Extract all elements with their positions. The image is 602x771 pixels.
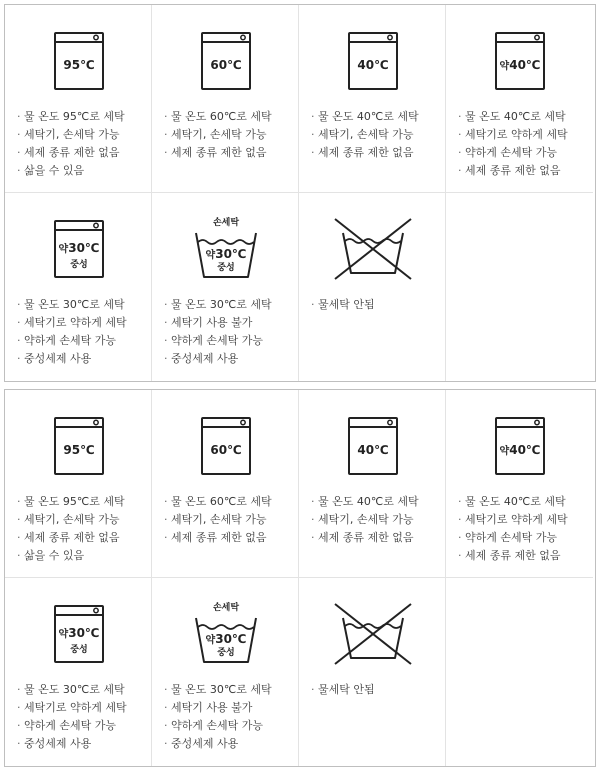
care-description-item: · 물 온도 30℃로 세탁 (17, 681, 147, 699)
gentle-prefix-label: 약 (205, 635, 216, 646)
no-wash-icon (335, 219, 411, 279)
temperature-label (500, 58, 541, 72)
care-symbol-cell (5, 5, 152, 193)
care-description-item: · 중성세제 사용 (164, 350, 294, 368)
temperature-label (59, 626, 100, 640)
care-symbol (5, 211, 152, 281)
care-description-list (311, 493, 441, 547)
care-description-item: · 물 온도 40℃로 세탁 (311, 493, 441, 511)
care-description-item: · 세탁기 사용 불가 (164, 699, 294, 717)
care-description-list (17, 108, 147, 180)
care-symbol-cell (5, 193, 152, 381)
care-description-list (17, 296, 147, 368)
care-description-item: · 세탁기, 손세탁 가능 (164, 126, 294, 144)
care-symbol-cell (299, 390, 446, 578)
care-description-item: · 약하게 손세탁 가능 (458, 529, 589, 547)
care-description-item: · 세탁기로 약하게 세탁 (17, 314, 147, 332)
care-symbol-cell (152, 5, 299, 193)
temperature-label (357, 443, 388, 457)
care-description-item: · 물 온도 95℃로 세탁 (17, 108, 147, 126)
neutral-detergent-label: 중성 (70, 260, 88, 270)
temperature-value: 95℃ (63, 443, 95, 457)
temperature-label (210, 443, 241, 457)
care-symbol-grid (5, 5, 595, 381)
care-symbol-cell (446, 5, 593, 193)
care-description-item: · 세탁기, 손세탁 가능 (17, 511, 147, 529)
gentle-prefix-label: 약 (499, 61, 510, 72)
care-description-item: · 세탁기로 약하게 세탁 (458, 511, 589, 529)
care-symbol-cell (152, 578, 299, 766)
care-description-item: · 중성세제 사용 (17, 735, 147, 753)
care-symbol (152, 408, 299, 478)
care-description-list (17, 493, 147, 565)
care-description-item: · 세탁기, 손세탁 가능 (311, 126, 441, 144)
care-symbol-cell (152, 390, 299, 578)
temperature-label (500, 443, 541, 457)
temperature-value: 30℃ (215, 247, 247, 261)
temperature-label (63, 443, 94, 457)
care-symbol (152, 23, 299, 93)
care-description-item: · 세탁기, 손세탁 가능 (17, 126, 147, 144)
gentle-prefix-label: 약 (205, 250, 216, 261)
care-description-item: · 세제 종류 제한 없음 (458, 547, 589, 565)
care-symbol (5, 408, 152, 478)
neutral-detergent-label: 중성 (217, 648, 235, 658)
care-symbol (152, 596, 299, 666)
neutral-detergent-label: 중성 (70, 645, 88, 655)
care-symbol (5, 596, 152, 666)
care-description-item: · 물 온도 40℃로 세탁 (458, 493, 589, 511)
care-symbol (299, 23, 446, 93)
care-description-list (311, 108, 441, 162)
temperature-value: 30℃ (68, 241, 100, 255)
care-description-item: · 세탁기로 약하게 세탁 (17, 699, 147, 717)
care-description-item: · 약하게 손세탁 가능 (17, 717, 147, 735)
temperature-label (210, 58, 241, 72)
temperature-value: 40℃ (357, 58, 389, 72)
care-symbol-cell (5, 578, 152, 766)
care-symbol (299, 596, 446, 666)
care-description-item: · 세제 종류 제한 없음 (17, 529, 147, 547)
care-description-list (458, 493, 589, 565)
care-description-item: · 세제 종류 제한 없음 (17, 144, 147, 162)
care-description-list (164, 296, 294, 368)
care-description-list (311, 681, 441, 699)
care-description-item: · 삶을 수 있음 (17, 162, 147, 180)
temperature-value: 95℃ (63, 58, 95, 72)
care-description-item: · 세탁기 사용 불가 (164, 314, 294, 332)
care-description-item: · 중성세제 사용 (164, 735, 294, 753)
care-description-item: · 약하게 손세탁 가능 (164, 332, 294, 350)
temperature-value: 40℃ (357, 443, 389, 457)
care-symbol-cell (299, 5, 446, 193)
gentle-prefix-label: 약 (58, 629, 69, 640)
care-description-item: · 약하게 손세탁 가능 (17, 332, 147, 350)
hand-wash-label: 손세탁 (212, 218, 240, 228)
care-description-item: · 중성세제 사용 (17, 350, 147, 368)
care-symbol (152, 211, 299, 281)
care-description-item: · 물 온도 40℃로 세탁 (458, 108, 589, 126)
care-description-list (164, 493, 294, 547)
care-symbol-cell (152, 193, 299, 381)
temperature-value: 60℃ (210, 443, 242, 457)
care-description-item: · 물 온도 60℃로 세탁 (164, 493, 294, 511)
temperature-label (63, 58, 94, 72)
care-description-item: · 물세탁 안됨 (311, 681, 441, 699)
temperature-label (206, 632, 247, 646)
temperature-value: 30℃ (215, 632, 247, 646)
empty-cell (446, 578, 593, 766)
hand-wash-label: 손세탁 (212, 603, 240, 613)
gentle-prefix-label: 약 (499, 446, 510, 457)
care-symbol (446, 408, 593, 478)
temperature-value: 30℃ (68, 626, 100, 640)
care-symbol-cell (299, 578, 446, 766)
care-description-item: · 세제 종류 제한 없음 (311, 144, 441, 162)
care-description-item: · 약하게 손세탁 가능 (458, 144, 589, 162)
care-symbol-cell (5, 390, 152, 578)
care-symbol-grid (5, 390, 595, 766)
neutral-detergent-label: 중성 (217, 263, 235, 273)
care-description-item: · 삶을 수 있음 (17, 547, 147, 565)
care-description-item: · 물 온도 30℃로 세탁 (164, 296, 294, 314)
care-symbol-panel-2 (4, 389, 596, 767)
care-description-list (311, 296, 441, 314)
care-description-item: · 세제 종류 제한 없음 (458, 162, 589, 180)
care-symbol (299, 408, 446, 478)
temperature-label (206, 247, 247, 261)
no-wash-icon (335, 604, 411, 664)
care-description-item: · 물 온도 60℃로 세탁 (164, 108, 294, 126)
care-description-item: · 물 온도 95℃로 세탁 (17, 493, 147, 511)
care-symbol (5, 23, 152, 93)
empty-cell (446, 193, 593, 381)
care-description-list (164, 108, 294, 162)
care-description-list (17, 681, 147, 753)
care-description-item: · 세제 종류 제한 없음 (311, 529, 441, 547)
care-description-list (164, 681, 294, 753)
care-symbol-cell (446, 390, 593, 578)
care-description-item: · 물 온도 30℃로 세탁 (17, 296, 147, 314)
temperature-value: 60℃ (210, 58, 242, 72)
care-description-item: · 세탁기, 손세탁 가능 (164, 511, 294, 529)
care-description-item: · 세탁기, 손세탁 가능 (311, 511, 441, 529)
temperature-value: 40℃ (509, 443, 541, 457)
care-description-item: · 물 온도 30℃로 세탁 (164, 681, 294, 699)
care-description-item: · 세탁기로 약하게 세탁 (458, 126, 589, 144)
gentle-prefix-label: 약 (58, 244, 69, 255)
temperature-value: 40℃ (509, 58, 541, 72)
temperature-label (59, 241, 100, 255)
care-symbol-panel-1 (4, 4, 596, 382)
care-description-item: · 세제 종류 제한 없음 (164, 144, 294, 162)
temperature-label (357, 58, 388, 72)
care-description-item: · 약하게 손세탁 가능 (164, 717, 294, 735)
care-description-list (458, 108, 589, 180)
care-description-item: · 세제 종류 제한 없음 (164, 529, 294, 547)
care-symbol-cell (299, 193, 446, 381)
care-description-item: · 물세탁 안됨 (311, 296, 441, 314)
care-symbol (299, 211, 446, 281)
care-description-item: · 물 온도 40℃로 세탁 (311, 108, 441, 126)
care-symbol (446, 23, 593, 93)
